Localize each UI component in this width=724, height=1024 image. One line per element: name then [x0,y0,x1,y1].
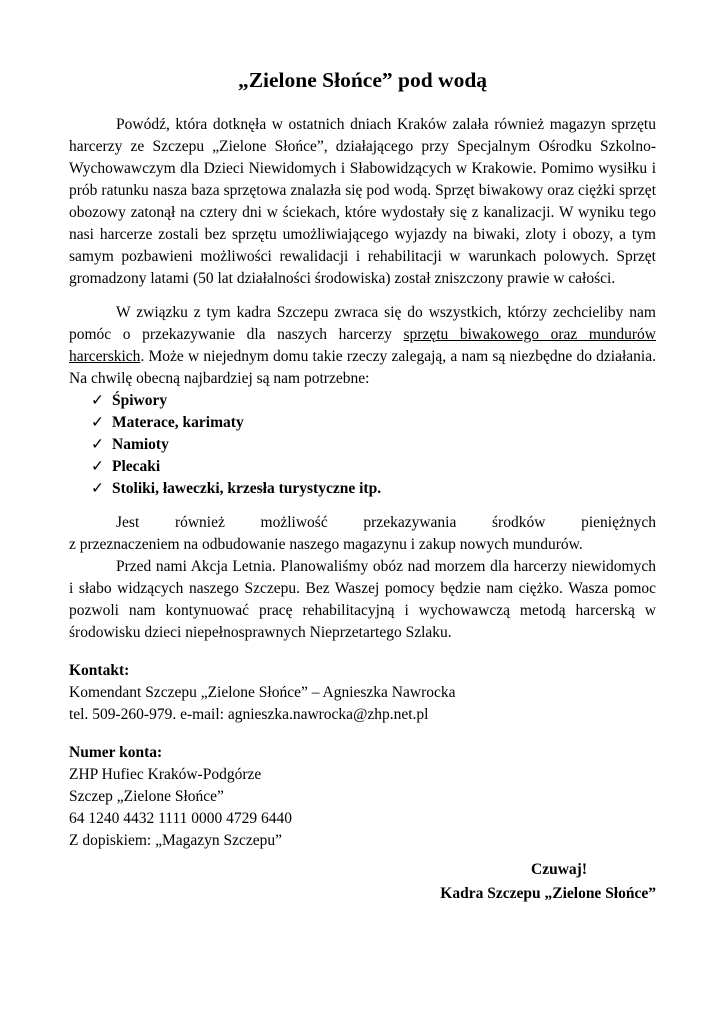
list-item [91,478,656,500]
bank-account-section [69,742,656,852]
need-label: Namioty [112,436,169,453]
checkmark-icon: ✓ [91,414,104,431]
paragraph-flood-description: Powódź, która dotknęła w ostatnich dniach Kraków zalała również magazyn sprzętu harcerzy ze Szczepu „Zielone Słońce”, działającego przy Specjalnym Ośrodku Szkolno-Wychowawczym dla Dzieci Niewidomych i Słabowidzących w Krakowie. Pomimo wysiłku i prób ratunku nasza baza sprzętowa znalazła się pod wodą. Sprzęt biwakowy oraz ciężki sprzęt obozowy zatonął na cztery dni w ściekach, które wydostały się z kanalizacji. W wyniku tego nasi harcerze zostali bez sprzętu umożliwiającego wyjazdy na biwaki, zloty i obozy, a tym samym pozbawieni możliwości rewalidacji i rehabilitacji w warunkach polowych. Sprzęt gromadzony latami (50 lat działalności środowiska) został zniszczony prawie w całości. [69,116,656,287]
money-donation-line-2: z przeznaczeniem na odbudowanie naszego magazynu i zakup nowych mundurów. [69,536,583,553]
contact-person: Komendant Szczepu „Zielone Słońce” – Agnieszka Nawrocka [69,684,456,701]
account-heading: Numer konta: [69,744,163,761]
checkmark-icon: ✓ [91,480,104,497]
list-item [91,434,656,456]
document-body [69,66,656,906]
contact-phone-email: tel. 509-260-979. e-mail: agnieszka.nawrocka@zhp.net.pl [69,706,429,723]
account-unit: Szczep „Zielone Słońce” [69,788,224,805]
account-transfer-note: Z dopiskiem: „Magazyn Szczepu” [69,832,283,849]
list-item [91,456,656,478]
account-number: 64 1240 4432 1111 0000 4729 6440 [69,810,293,827]
paragraph-summer-action: Przed nami Akcja Letnia. Planowaliśmy obóz nad morzem dla harcerzy niewidomych i słabo widzących naszego Szczepu. Bez Waszej pomocy będzie nam ciężko. Wasza pomoc pozwoli nam kontynuować pracę rehabilitacyjną i wychowawczą metodą harcerską w środowisku dzieci niepełnosprawnych Nieprzetartego Szlaku. [69,558,656,641]
needs-list [69,390,656,500]
appeal-text-start: W związku z tym kadra Szczepu zwraca się do wszystkich, którzy zechcieliby nam pomóc o przekazywanie dla naszych harcerzy [69,304,656,343]
paragraph-money-donation [69,512,656,556]
list-item [91,390,656,412]
signature: Kadra Szczepu „Zielone Słońce” [440,885,656,902]
checkmark-icon: ✓ [91,436,104,453]
page-title: „Zielone Słońce” pod wodą [237,68,488,92]
money-donation-line-1: Jest również możliwość przekazywania środków pieniężnych [116,514,656,531]
signature-block [69,858,656,906]
appeal-underlined-items: sprzętu biwakowego oraz mundurów harcerskich [69,326,657,365]
checkmark-icon: ✓ [91,392,104,409]
need-label: Plecaki [112,458,161,475]
account-holder: ZHP Hufiec Kraków-Podgórze [69,766,262,783]
need-label: Stoliki, ławeczki, krzesła turystyczne itp. [112,480,382,497]
need-label: Materace, karimaty [112,414,244,431]
checkmark-icon: ✓ [91,458,104,475]
contact-section [69,660,656,726]
list-item [91,412,656,434]
paragraph-appeal [69,302,656,390]
need-label: Śpiwory [112,392,168,409]
appeal-text-end: . Może w niejednym domu takie rzeczy zalegają, a nam są niezbędne do działania. Na chwilę obecną najbardziej są nam potrzebne: [69,348,656,387]
contact-heading: Kontakt: [69,662,130,679]
closing-greeting: Czuwaj! [531,861,587,878]
